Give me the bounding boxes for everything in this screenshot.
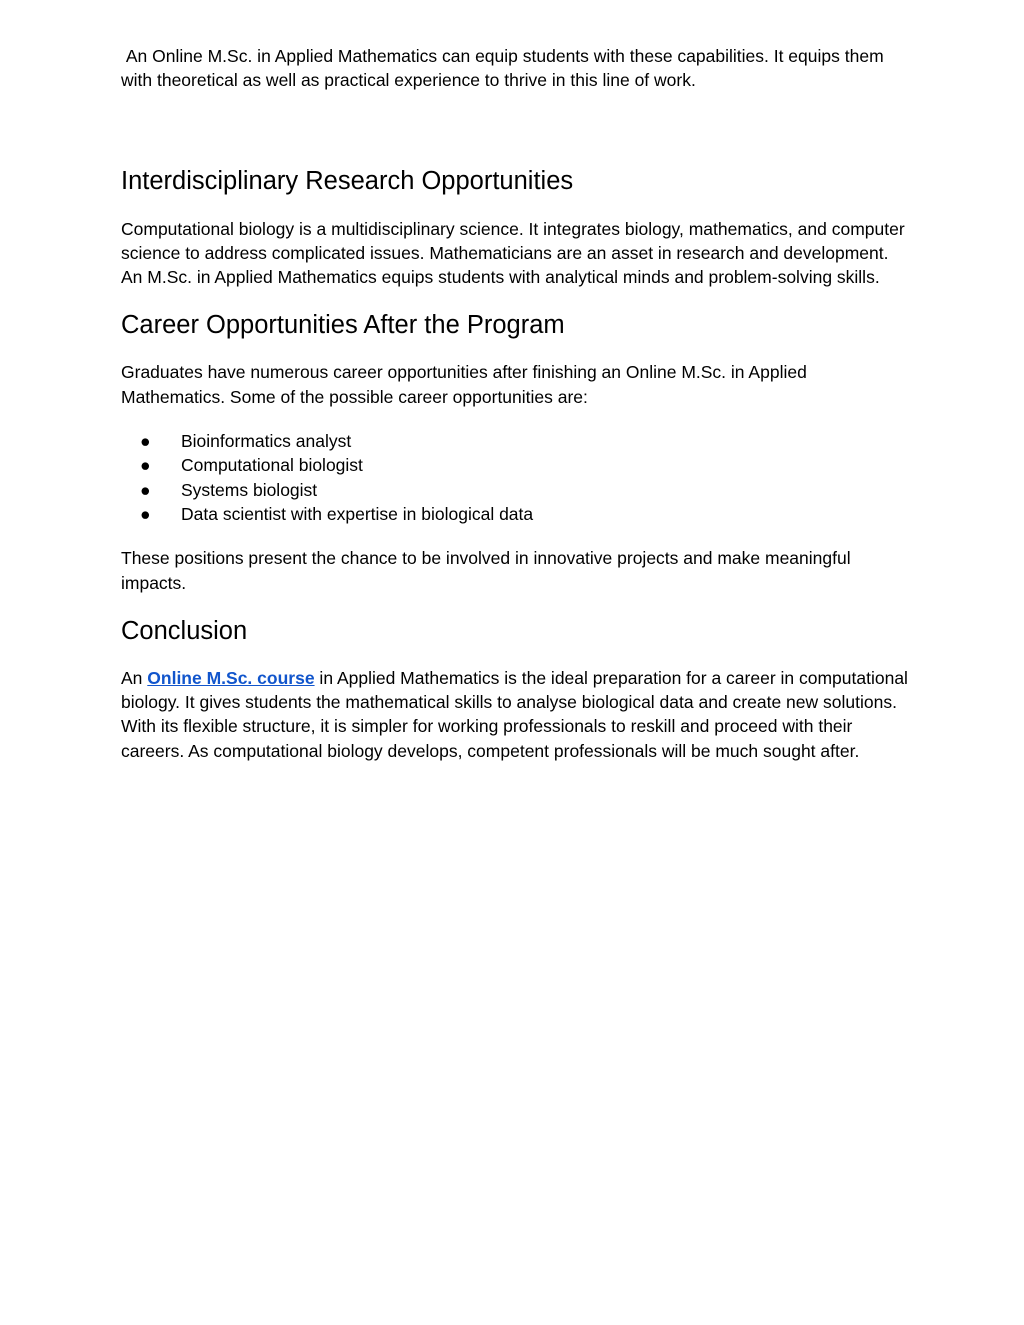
career-heading: Career Opportunities After the Program	[121, 311, 565, 340]
list-item-text: Bioinformatics analyst	[181, 431, 352, 452]
bullet-icon: ●	[140, 431, 151, 452]
document-page	[121, 44, 911, 763]
list-item-text: Computational biologist	[181, 455, 363, 476]
bullet-icon: ●	[140, 503, 151, 524]
career-list	[121, 429, 911, 526]
bullet-icon: ●	[140, 455, 151, 476]
list-item	[121, 453, 911, 477]
intro-paragraph: An Online M.Sc. in Applied Mathematics can equip students with these capabilities. It equips them with theoretical as well as practical experience to thrive in this line of work.	[121, 46, 889, 91]
conclusion-heading: Conclusion	[121, 616, 248, 645]
conclusion-prefix: An	[121, 667, 148, 688]
research-heading: Interdisciplinary Research Opportunities	[121, 166, 574, 195]
list-item	[121, 429, 911, 453]
positions-paragraph: These positions present the chance to be involved in innovative projects and make meaningful impacts.	[121, 548, 851, 593]
conclusion-suffix: in Applied Mathematics is the ideal preparation for a career in computational biology. It gives students the mathematical skills to analyse biological data and create new solutions. With its flexible structure, it is simpler for working professionals to reskill and proceed with their careers. As computational biology develops, competent professionals will be much sought after.	[121, 667, 913, 761]
research-paragraph: Computational biology is a multidisciplinary science. It integrates biology, mathematics, and computer science to address complicated issues. Mathematicians are an asset in research and development. An M.Sc. in Applied Mathematics equips students with analytical minds and problem-solving skills.	[121, 218, 905, 288]
list-item	[121, 478, 911, 502]
list-item-text: Systems biologist	[181, 479, 318, 500]
list-item-text: Data scientist with expertise in biological data	[181, 503, 534, 524]
online-msc-course-link[interactable]: Online M.Sc. course	[147, 667, 315, 688]
bullet-icon: ●	[140, 479, 151, 500]
conclusion-paragraph	[121, 666, 911, 763]
list-item	[121, 502, 911, 526]
career-paragraph: Graduates have numerous career opportunities after finishing an Online M.Sc. in Applied Mathematics. Some of the possible career opportunities are:	[121, 362, 807, 407]
